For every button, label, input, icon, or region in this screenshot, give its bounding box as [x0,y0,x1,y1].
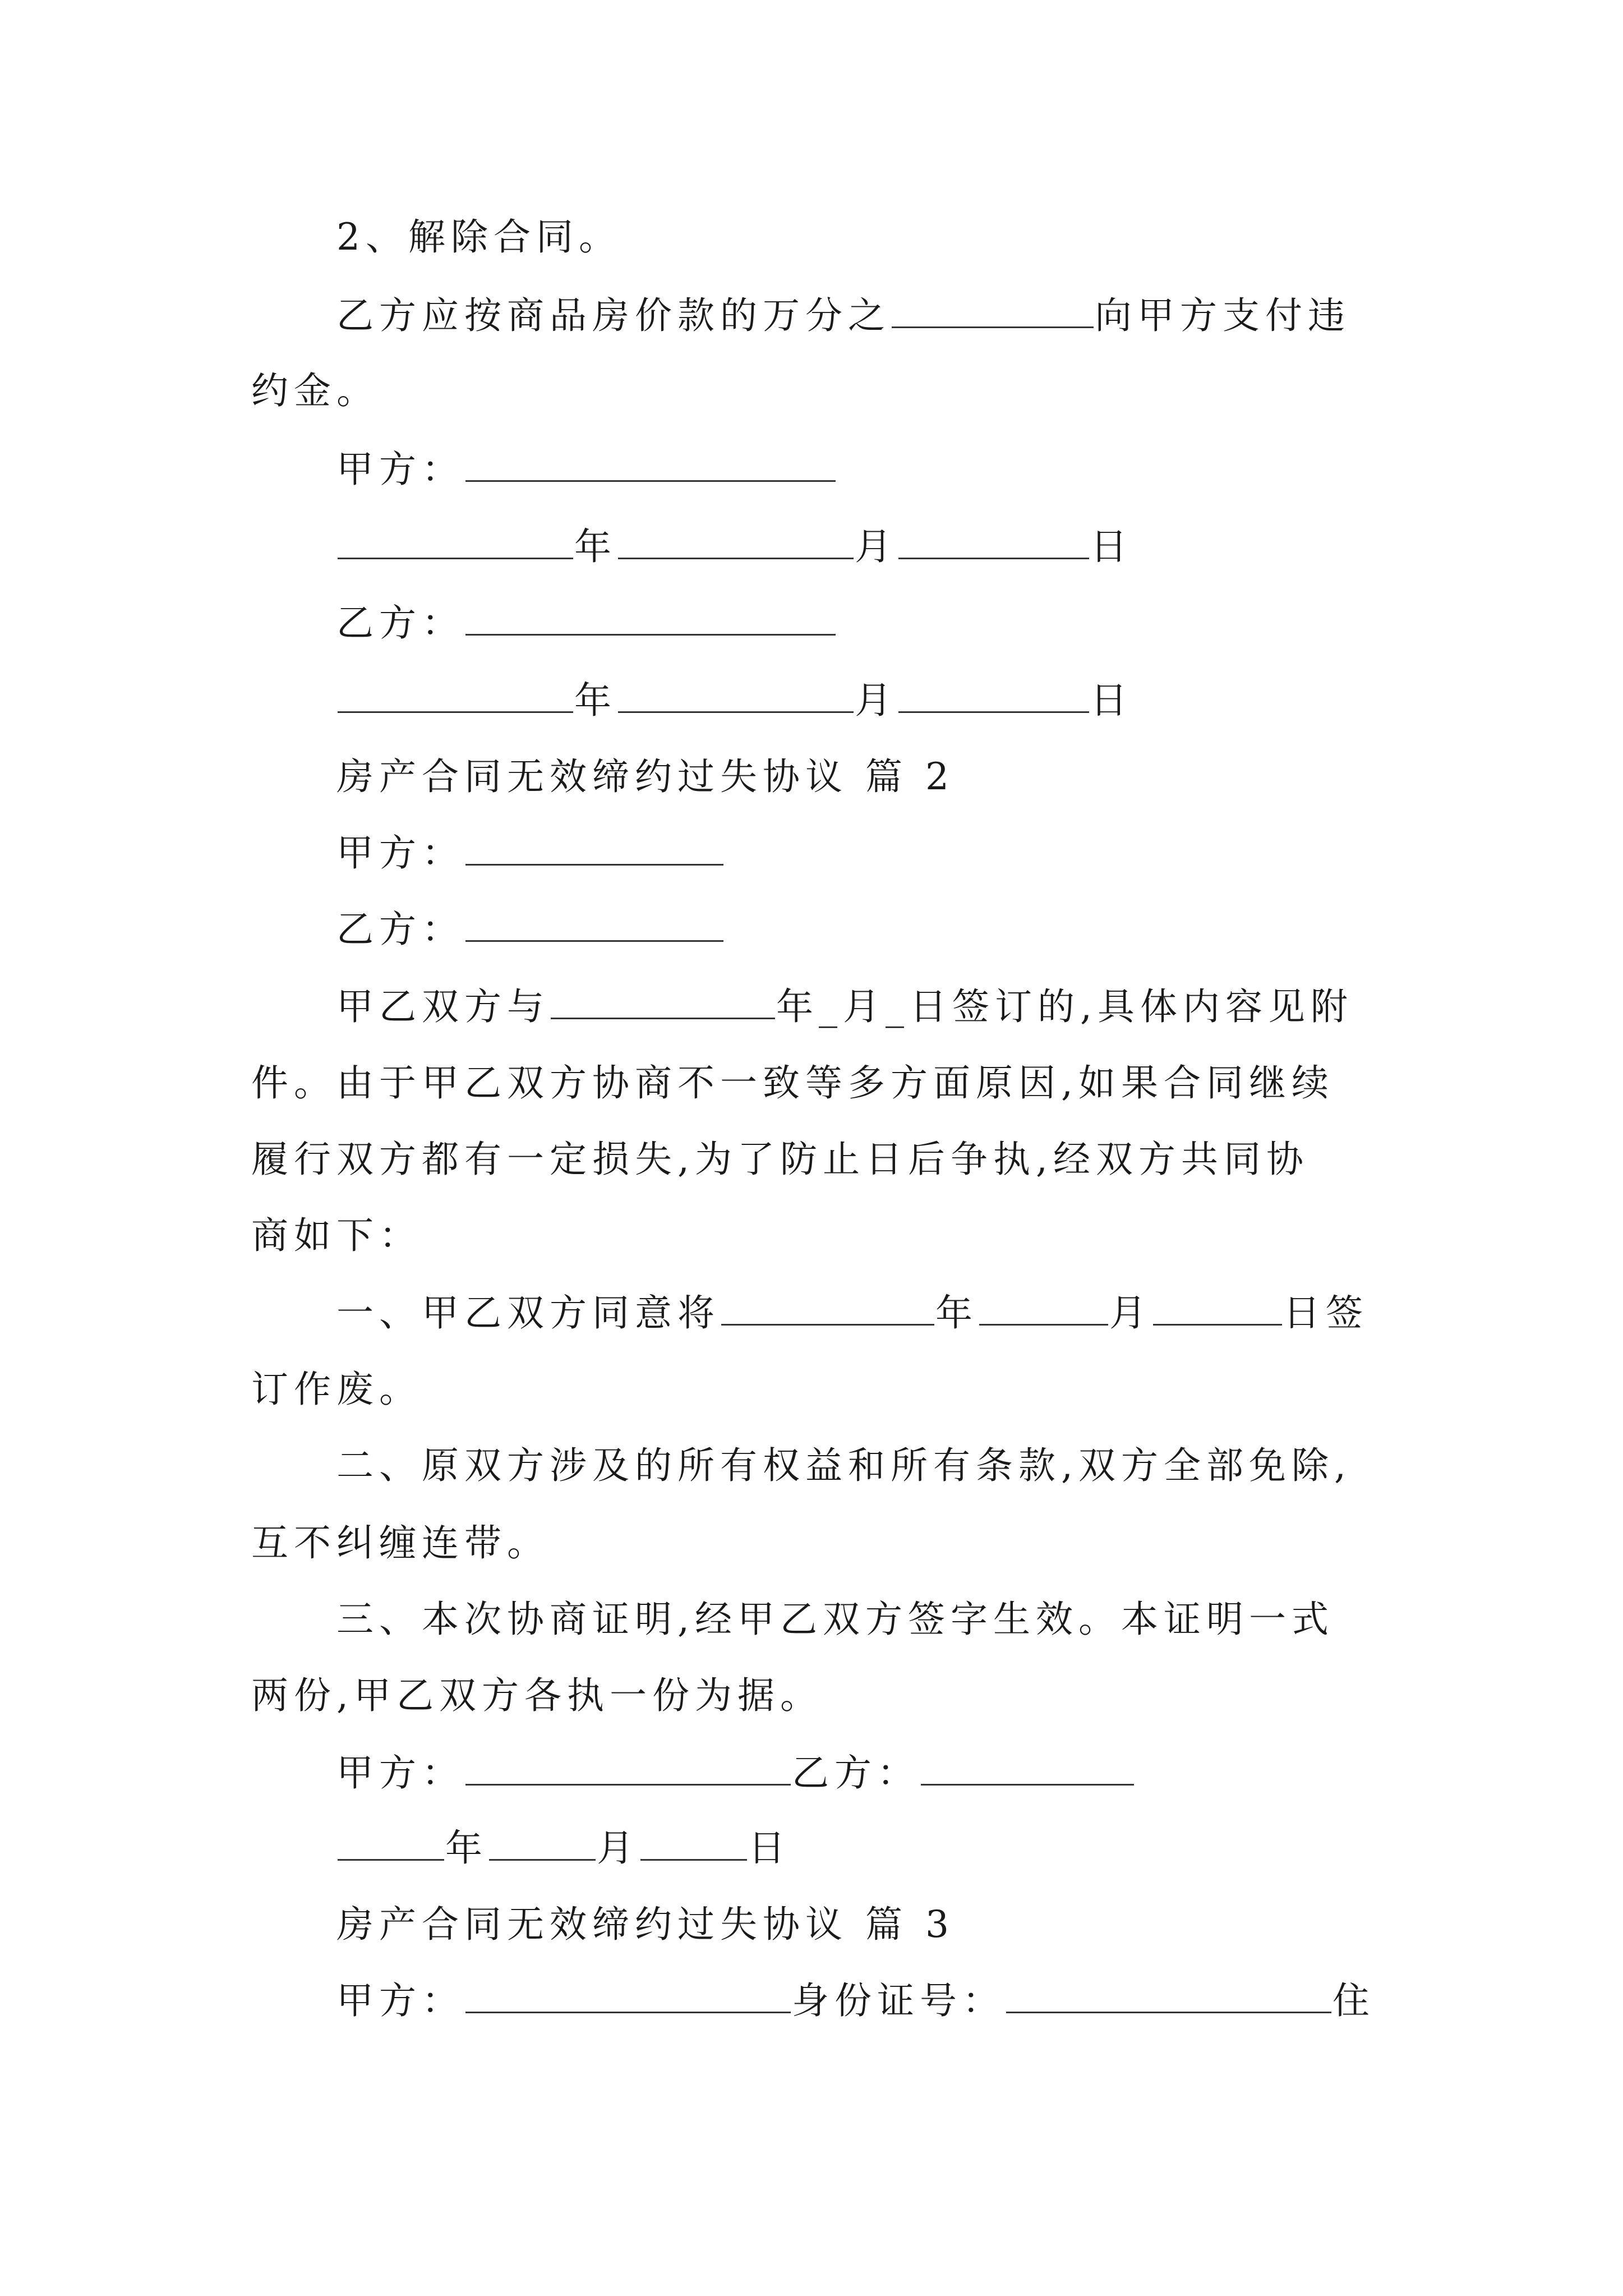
party-b-blank[interactable] [465,904,723,942]
month-blank[interactable] [489,1823,596,1861]
paragraph-line: 两份,甲乙双方各执一份为据。 [251,1674,823,1717]
date-line: 年 月 日 [336,1823,791,1874]
paragraph-line: 订作废。 [251,1368,422,1411]
date-line: 年 月 日 [336,675,1133,726]
date-line: 年 月 日 [336,522,1133,572]
paragraph-line: 甲乙双方与 年_月_日签订的,具体内容见附 [336,982,1353,1032]
party-b-signature: 乙方： [336,598,837,648]
id-number-blank[interactable] [1006,1976,1331,2013]
section-heading: 房产合同无效缔约过失协议 篇 2 [336,755,955,798]
clause-2-heading: 2、解除合同。 [336,215,621,259]
penalty-clause-line-2: 约金。 [251,369,379,412]
blank-field[interactable] [892,291,1094,328]
party-b-blank[interactable] [465,598,836,636]
paragraph-line: 一、甲乙双方同意将 年 月 日签 [336,1288,1368,1338]
day-blank[interactable] [640,1823,747,1861]
year-blank[interactable] [338,522,573,559]
section-heading: 房产合同无效缔约过失协议 篇 3 [336,1903,955,1946]
party-a-blank[interactable] [465,1976,791,2013]
party-b-blank[interactable] [921,1748,1134,1786]
paragraph-line: 件。由于甲乙双方协商不一致等多方面原因,如果合同继续 [251,1061,1334,1105]
party-a-signature: 甲方： [336,444,837,495]
party-a-blank[interactable] [465,1748,791,1786]
paragraph-line: 履行双方都有一定损失,为了防止日后争执,经双方共同协 [251,1138,1309,1181]
party-a-line: 甲方： [336,828,725,878]
blank-field[interactable] [551,982,775,1019]
day-blank[interactable] [1153,1288,1282,1326]
party-a-id-line: 甲方： 身份证号： 住 [336,1976,1375,2026]
penalty-clause-line-1: 乙方应按商品房价款的万分之 向甲方支付违 [336,291,1350,341]
year-blank[interactable] [338,675,573,713]
party-b-line: 乙方： [336,904,725,955]
month-blank[interactable] [618,675,854,713]
year-blank[interactable] [721,1288,934,1326]
party-a-blank[interactable] [465,444,836,482]
paragraph-line: 二、原双方涉及的所有权益和所有条款,双方全部免除, [336,1444,1352,1487]
paragraph-line: 三、本次协商证明,经甲乙双方签字生效。本证明一式 [336,1598,1334,1641]
month-blank[interactable] [618,522,854,559]
month-blank[interactable] [979,1288,1108,1326]
party-a-blank[interactable] [465,828,723,866]
year-blank[interactable] [338,1823,444,1861]
day-blank[interactable] [898,675,1089,713]
day-blank[interactable] [898,522,1089,559]
paragraph-line: 互不纠缠连带。 [251,1521,550,1565]
paragraph-line: 商如下： [251,1214,422,1257]
signature-line: 甲方： 乙方： [336,1748,1135,1798]
